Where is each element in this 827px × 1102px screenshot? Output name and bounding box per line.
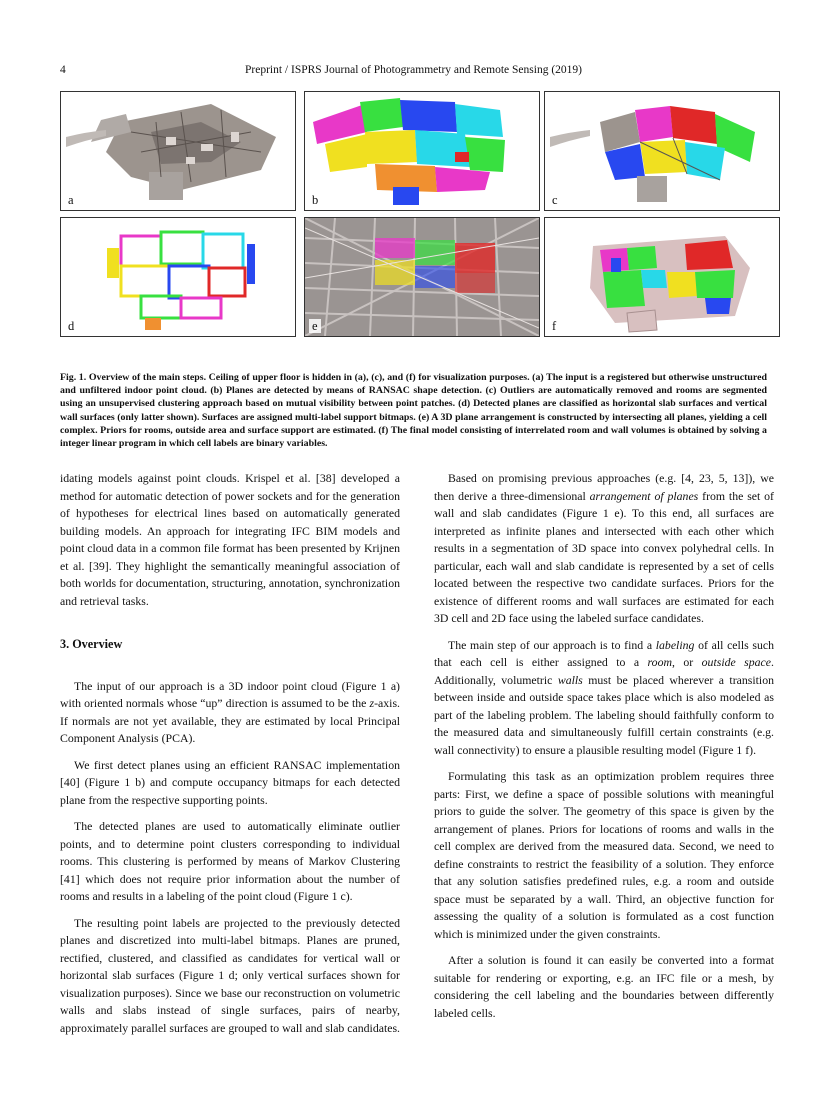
text-run: must be placed wherever a transition between inside and outside space takes place which is also modeled as part of the labeling problem. The labeling should faithfully conform to the measured data and simultaneously fulfill certain constraints (e.g. wall connectivity) to ensure a plausible resulting model (Figure 1 f). <box>434 672 774 757</box>
figure-panel-e <box>304 217 540 337</box>
paragraph <box>434 470 774 628</box>
room-segmentation-image <box>545 92 779 210</box>
figure-panel-b <box>304 91 540 211</box>
paragraph <box>434 637 774 760</box>
text-run: Based on promising previous approaches (e.g. [4, 23, 5, 13]), we then derive a three-dimensional <box>434 471 774 503</box>
right-column <box>434 470 774 1031</box>
text-run: -axis. If normals are not yet available, they are estimated by local Principal Component Analysis (PCA). <box>60 696 400 745</box>
emphasis: outside space <box>701 655 772 669</box>
text-run: from the set of wall and slab candidates (Figure 1 e). To this end, all surfaces are interpreted as infinite planes and intersected with each other which results in a segmentation of 3D space into convex polyhedral cells. In particular, each wall and slab candidate is represented by a set of cells located between the respective two candidate surfaces. Priors for the existence of different rooms and wall surfaces are estimated for each 3D cell and 2D face using the labeled surface candidates. <box>434 488 774 625</box>
text-run: of all cells such that each cell is either assigned to a <box>434 637 774 669</box>
paragraph: Formulating this task as an optimization problem requires three parts: First, we define a space of possible solutions with meaningful priors to guide the solver. The geometry of this space is given by the arrangement of planes. Priors for locations of rooms and walls in the cell complex are derived from the measured data. Second, we need to define constraints to restrict the feasibility of a solution. They enforce that any solution satisfies predefined rules, e.g. a room and outside space must be separated by a wall. Third, an objective function for assessing the quality of a solution is formulated as a cost function which is minimized under the given constraints. <box>434 769 774 941</box>
final-model-image <box>545 218 779 336</box>
point-cloud-image <box>61 92 295 210</box>
emphasis: labeling <box>655 637 695 652</box>
running-head: Preprint / ISPRS Journal of Photogrammetry and Remote Sensing (2019) <box>245 64 582 76</box>
text-run: The main step of our approach is to find a <box>448 637 656 652</box>
section-heading: 3. Overview <box>60 637 123 651</box>
plane-arrangement-image <box>305 218 539 336</box>
figure-panel-c <box>544 91 780 211</box>
wall-surfaces-image <box>61 218 295 336</box>
figure-caption: Fig. 1. Overview of the main steps. Ceiling of upper floor is hidden in (a), (c), and (f) for visualization purposes. (a) The input is a registered but otherwise unstructured and unfiltered indoor point cloud. (b) Planes are detected by means of RANSAC shape detection. (c) Outliers are automatically removed and rooms are segmented using an unsupervised clustering approach based on mutual visibility between point patches. (d) Detected planes are classified as horizontal slab surfaces and vertical wall surfaces (only latter shown). Surfaces are assigned multi-label support bitmaps. (e) A 3D plane arrangement is constructed by intersecting all planes, yielding a cell complex. Priors for rooms, outside area and surface support are estimated. (f) The final model consisting of interrelated room and wall volumes is obtained by solving a integer linear program in which cell labels are binary variables. <box>60 372 767 450</box>
paragraph: The resulting point labels are projected to the previously detected planes and discretized into multi-label bitmaps. Planes are pruned, rectified, clustered, and classified as candidates for vertical wall or horizontal slab surfaces (Figure 1 d; only vertical surfaces shown for visualization purposes). Since we base our reconstruction on volumetric walls and slabs instead of single surfaces, pairs of nearby, approximately parallel surfaces are grouped to wall and slab candidates. <box>60 915 401 1035</box>
paragraph <box>60 678 400 748</box>
text-run: The input of our approach is a 3D indoor point cloud (Figure 1 a) with oriented normals whose “up” direction is assumed to be the <box>60 678 400 710</box>
figure-panel-a <box>60 91 296 211</box>
paragraph: After a solution is found it can easily be converted into a format suitable for rendering or exporting, e.g. an IFC file or a mesh, by considering the cell labeling and the boundaries between differently labeled cells. <box>434 953 774 1020</box>
paragraph: idating models against point clouds. Krispel et al. [38] developed a method for automatic detection of power sockets and for the generation of hypotheses for electrical lines based on automatically generated building models. An approach for integrating IFC BIM models and point cloud data in a common file format has been presented by Krijnen et al. [39]. They highlight the semantically meaningful association of both worlds for documentation, structuring, annotation, synchronization and retrieval tasks. <box>60 471 400 608</box>
panel-letter: d <box>65 319 77 333</box>
emphasis: walls <box>557 672 583 687</box>
panel-letter: a <box>65 193 77 207</box>
math-variable: z <box>369 696 375 710</box>
emphasis: arrangement of planes <box>589 488 699 503</box>
paragraph: We first detect planes using an efficient RANSAC implementation [40] (Figure 1 b) and compute occupancy bitmaps for each detected plane from the respective supporting points. <box>60 757 400 807</box>
panel-letter: e <box>309 319 321 333</box>
figure-panel-f <box>544 217 780 337</box>
text-run: , or <box>672 655 702 669</box>
left-column <box>60 470 400 1046</box>
text-run: . Additionally, volumetric <box>434 655 774 687</box>
page-number: 4 <box>60 64 66 76</box>
panel-letter: c <box>549 193 561 207</box>
panel-letter: b <box>309 193 321 207</box>
emphasis: room <box>647 655 673 669</box>
paragraph: The detected planes are used to automatically eliminate outlier points, and to determine point clusters corresponding to individual rooms. This clustering is performed by means of Markov Clustering [41] which does not require prior information about the number of rooms and results in a labeling of the point cloud (Figure 1 c). <box>60 819 400 903</box>
panel-letter: f <box>549 319 559 333</box>
figure-panel-d <box>60 217 296 337</box>
ransac-planes-image <box>305 92 539 210</box>
